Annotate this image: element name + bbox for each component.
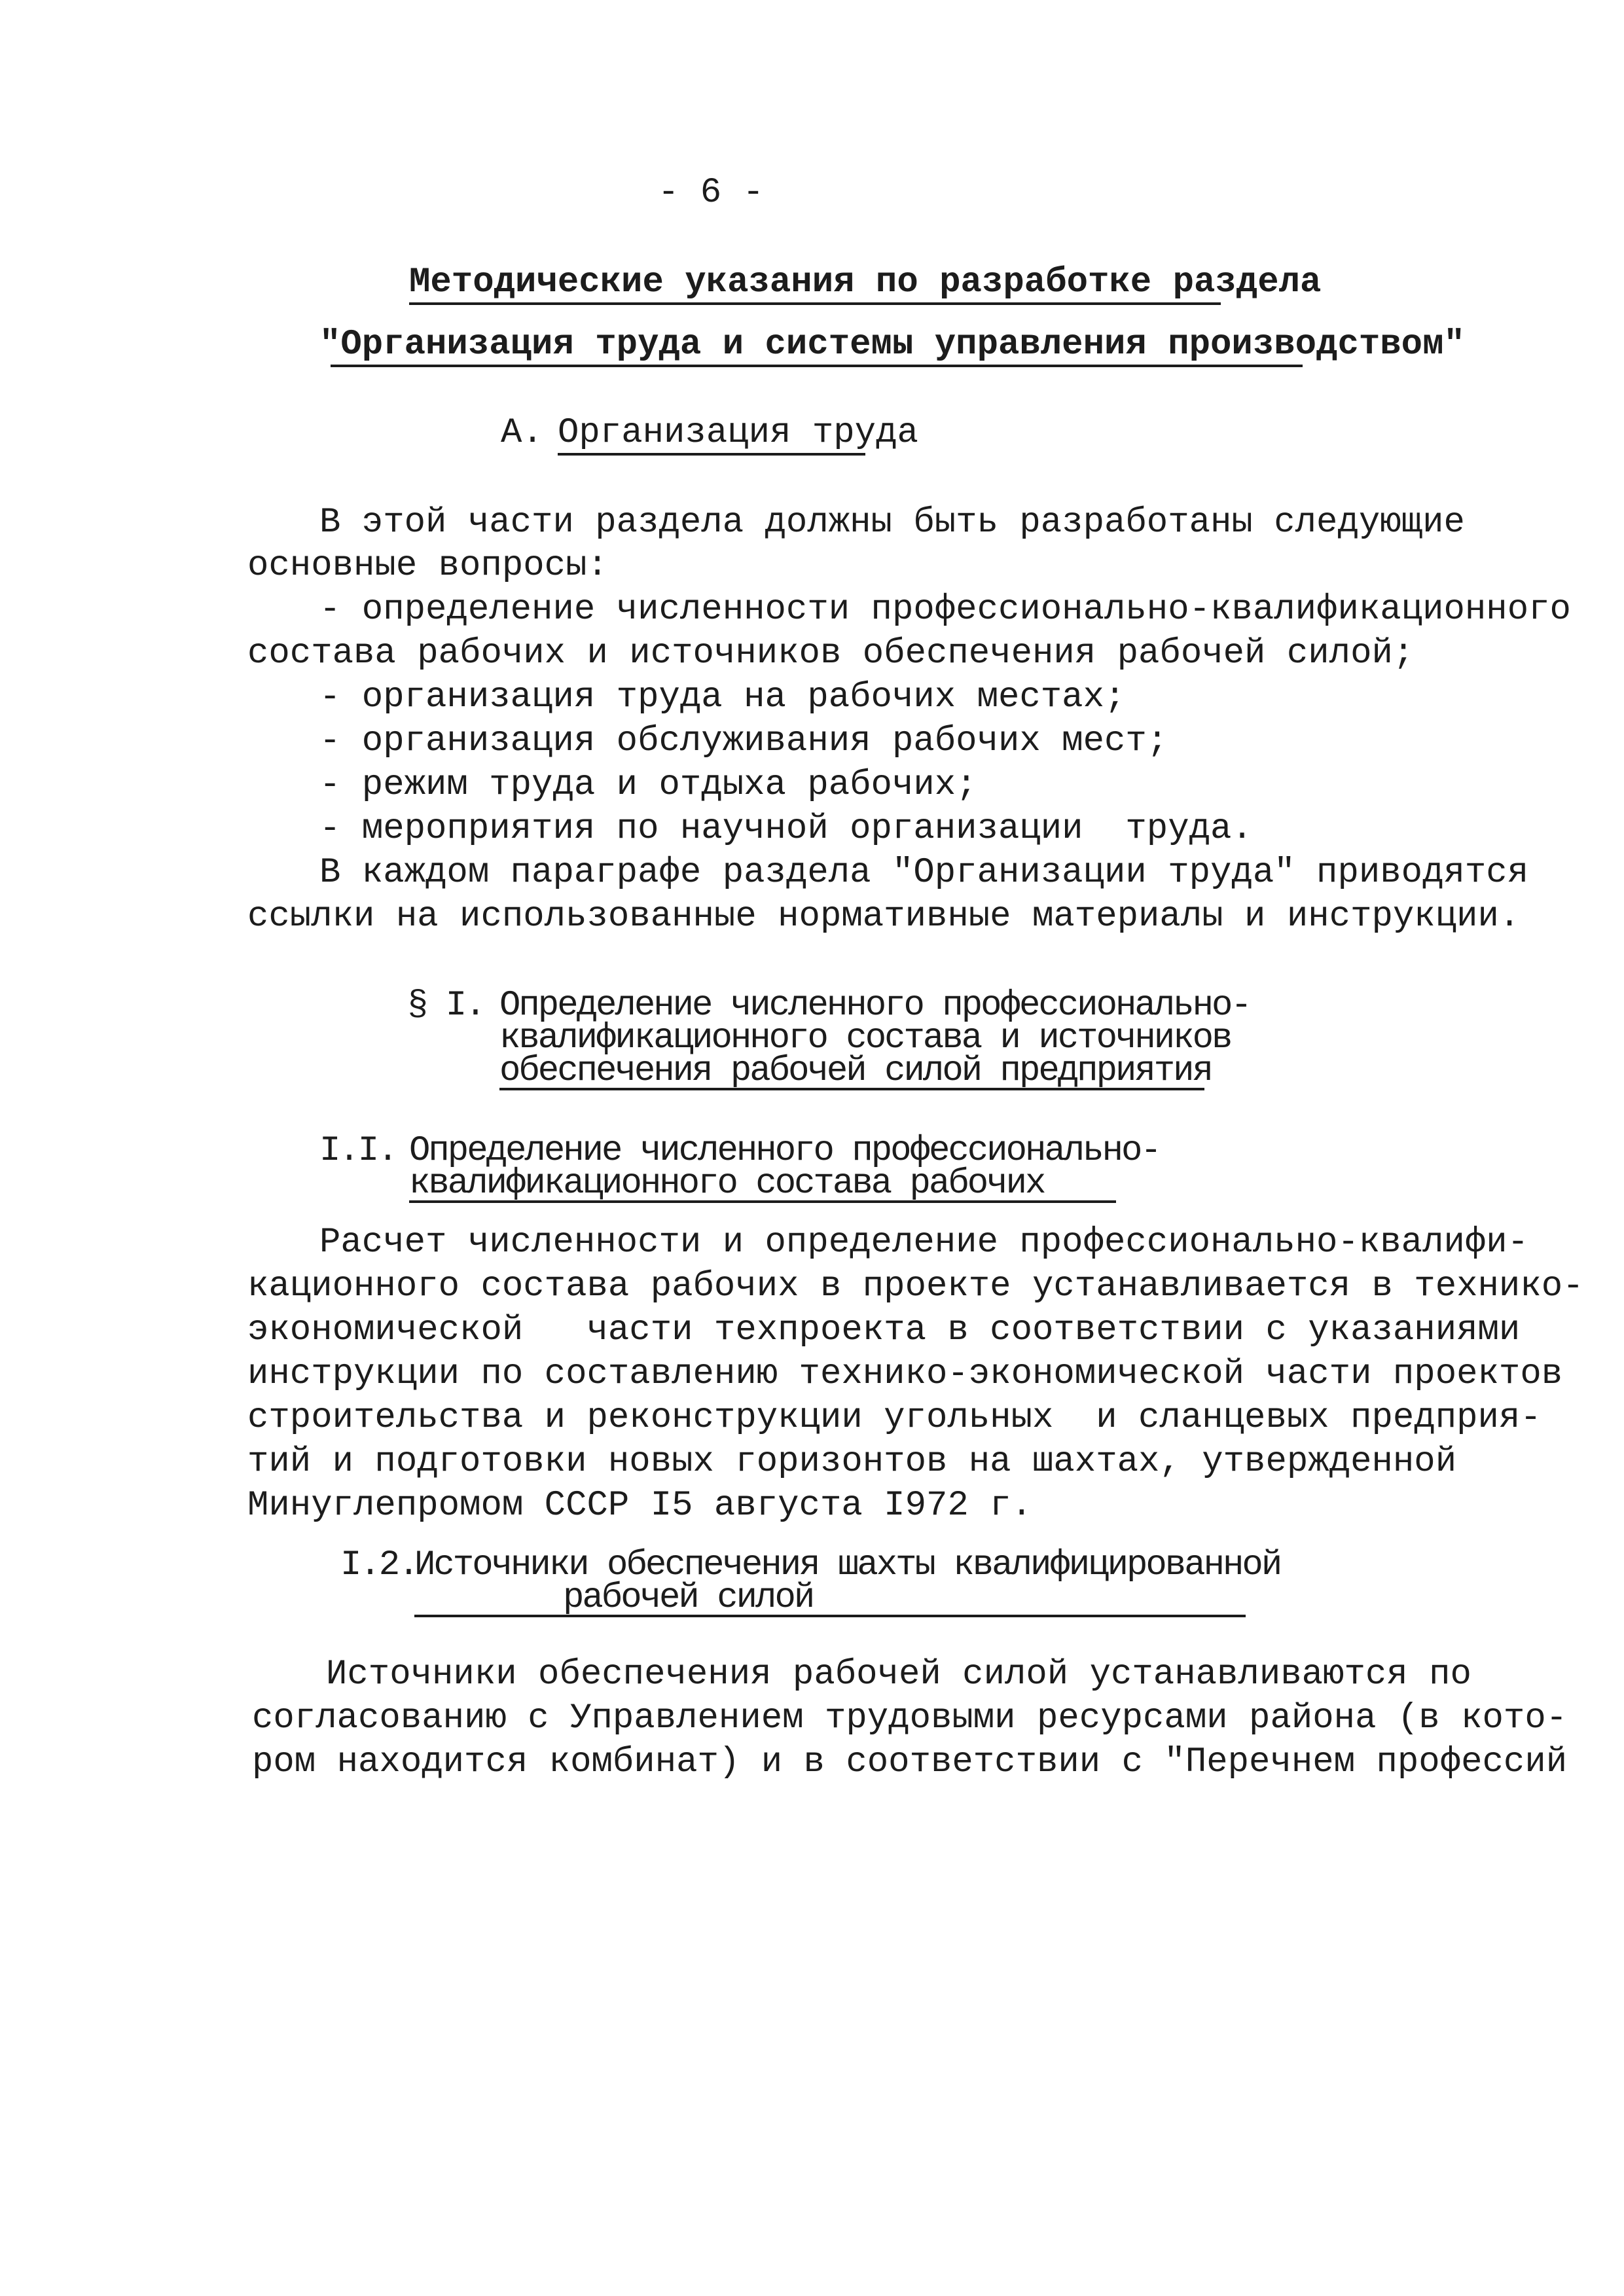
paragraph-1-title-line1: Определение численного профессионально-	[499, 986, 1250, 1026]
section-a-prefix: А.	[501, 413, 543, 453]
subsection-1-1-title-line2: квалификационного состава рабочих	[409, 1164, 1045, 1204]
subsection-1-2-prefix: I.2.	[340, 1545, 418, 1585]
intro-note-line-1: В каждом параграфе раздела "Организации труда" приводятся	[319, 853, 1529, 893]
paragraph-1-underline	[499, 1088, 1204, 1090]
intro-item-2: - организация труда на рабочих местах;	[319, 677, 1126, 717]
intro-note-line-2: ссылки на использованные нормативные материалы и инструкции.	[247, 897, 1521, 937]
intro-line-1: В этой части раздела должны быть разработаны следующие	[319, 503, 1465, 543]
intro-item-1-cont: состава рабочих и источников обеспечения рабочей силой;	[247, 634, 1415, 673]
section-a-underline	[558, 453, 865, 456]
subsection-1-1-body-line-5: строительства и реконструкции угольных и сланцевых предприя-	[247, 1398, 1542, 1438]
subsection-1-2-title-line1: Источники обеспечения шахты квалифицированной	[414, 1545, 1281, 1585]
page-number: - 6 -	[658, 173, 765, 213]
intro-item-3: - организация обслуживания рабочих мест;	[319, 721, 1168, 761]
document-title-line2: "Организация труда и системы управления производством"	[319, 325, 1465, 365]
intro-item-4: - режим труда и отдыха рабочих;	[319, 765, 977, 805]
title-underline-1	[409, 302, 1221, 305]
intro-line-2: основные вопросы:	[247, 546, 608, 586]
subsection-1-1-body-line-6: тий и подготовки новых горизонтов на шахтах, утвержденной	[247, 1442, 1457, 1482]
title-underline-2	[331, 365, 1303, 367]
paragraph-1-title-line3: обеспечения рабочей силой предприятия	[499, 1051, 1212, 1091]
intro-item-5: - мероприятия по научной организации труда.	[319, 809, 1253, 849]
subsection-1-1-prefix: I.I.	[319, 1131, 397, 1171]
subsection-1-1-body-line-3: экономической части техпроекта в соответствии с указаниями	[247, 1310, 1521, 1350]
paragraph-1-prefix: § I.	[407, 986, 484, 1026]
intro-item-1: - определение численности профессионально-квалификационного	[319, 590, 1571, 630]
subsection-1-1-title-line1: Определение численного профессионально-	[409, 1131, 1160, 1171]
subsection-1-2-underline	[414, 1615, 1246, 1617]
subsection-1-1-underline	[409, 1200, 1116, 1203]
section-a-title: Организация труда	[558, 413, 918, 453]
subsection-1-1-body-line-4: инструкции по составлению технико-экономической части проектов	[247, 1354, 1563, 1394]
subsection-1-2-body-line-1: Источники обеспечения рабочей силой устанавливаются по	[326, 1655, 1471, 1695]
document-title-line1: Методические указания по разработке раздела	[409, 262, 1322, 302]
subsection-1-1-body-line-2: кационного состава рабочих в проекте устанавливается в технико-	[247, 1266, 1584, 1306]
subsection-1-1-body-line-1: Расчет численности и определение профессионально-квалифи-	[319, 1223, 1529, 1263]
subsection-1-2-body-line-3: ром находится комбинат) и в соответствии с "Перечнем профессий	[252, 1742, 1568, 1782]
subsection-1-2-body-line-2: согласованию с Управлением трудовыми ресурсами района (в кото-	[252, 1698, 1568, 1738]
paragraph-1-title-line2: квалификационного состава и источников	[499, 1018, 1231, 1058]
subsection-1-1-body-line-7: Минуглепромом СССР I5 августа I972 г.	[247, 1486, 1032, 1526]
subsection-1-2-title-line2: рабочей силой	[563, 1578, 814, 1618]
